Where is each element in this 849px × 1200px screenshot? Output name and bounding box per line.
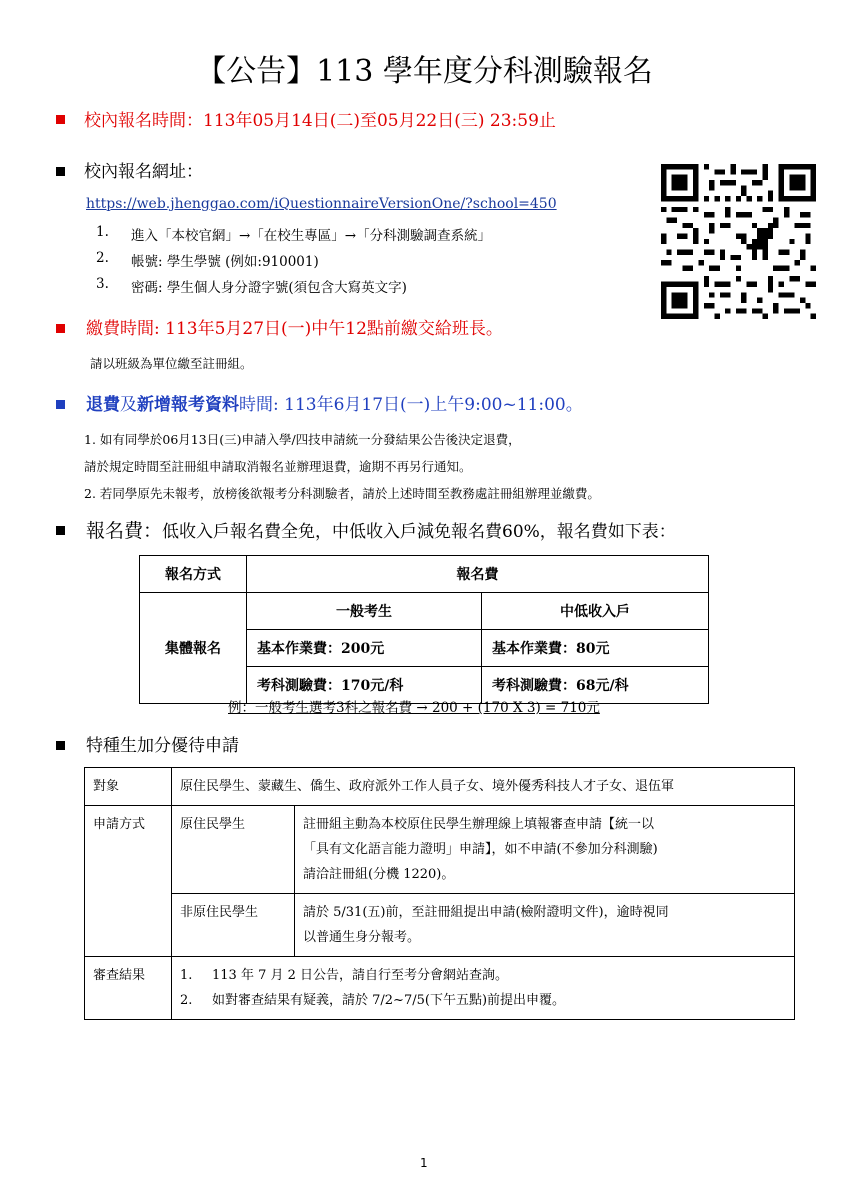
page-number: 1 [420, 1156, 428, 1170]
special-result-body [172, 957, 795, 1020]
special-result-head: 審查結果 [85, 957, 172, 1020]
fee-low-subject: 考科測驗費：68元/科 [482, 667, 709, 704]
desc-line: 請洽註冊組(分機 1220)。 [303, 867, 455, 882]
special-aboriginal-label: 原住民學生 [172, 806, 295, 894]
special-heading: 特種生加分優待申請 [86, 736, 239, 756]
refund-time [86, 390, 583, 415]
fee-header-general: 一般考生 [247, 593, 482, 630]
fee-table [139, 555, 709, 704]
fee-low-basic: 基本作業費：80元 [482, 630, 709, 667]
step-text: 進入「本校官網」→「在校生專區」→「分科測驗調查系統」 [131, 228, 492, 244]
fee-heading [86, 516, 676, 543]
desc-line: 請於 5/31(五)前，至註冊組提出申請(檢附證明文件)，逾時視同 [303, 905, 669, 920]
refund-time-text: 時間: 113年6月17日(一)上午9:00~11:00。 [239, 395, 583, 415]
fee-method-group: 集體報名 [140, 593, 247, 704]
refund-note-line: 2. 若同學原先未報考，放榜後欲報考分科測驗者，請於上述時間至教務處註冊組辦理並繳費。 [84, 486, 600, 501]
special-non-aboriginal-label: 非原住民學生 [172, 894, 295, 957]
fee-example: 例：一般考生選考3科之報名費 → 200 + (170 X 3) = 710元 [228, 700, 600, 716]
fee-label: 報名費： [86, 520, 163, 542]
fee-header-low-income: 中低收入戶 [482, 593, 709, 630]
bullet-icon [56, 324, 65, 333]
add-info-label: 新增報考資料 [137, 395, 239, 415]
desc-line: 以普通生身分報考。 [303, 930, 421, 945]
bullet-icon [56, 741, 65, 750]
payment-time: 繳費時間: 113年5月27日(一)中午12點前繳交給班長。 [86, 319, 503, 339]
step-text: 密碼: 學生個人身分證字號(須包含大寫英文字) [131, 280, 407, 296]
refund-note-line: 1. 如有同學於06月13日(三)申請入學/四技申請統一分發結果公告後決定退費， [84, 432, 521, 447]
bullet-icon [56, 115, 65, 124]
refund-note-line: 請於規定時間至註冊組申請取消報名並辦理退費，逾期不再另行通知。 [84, 459, 472, 474]
special-table [84, 767, 795, 1020]
result-number: 2. [180, 993, 193, 1008]
registration-url-label: 校內報名網址： [84, 162, 203, 182]
page-title: 【公告】113 學年度分科測驗報名 [196, 54, 653, 89]
fee-general-subject: 考科測驗費：170元/科 [247, 667, 482, 704]
bullet-icon [56, 400, 65, 409]
step-number: 2. [96, 250, 109, 266]
bullet-icon [56, 526, 65, 535]
registration-url-link[interactable]: https://web.jhenggao.com/iQuestionnaireVersionOne/?school=450 [86, 196, 557, 212]
result-item [180, 963, 786, 988]
desc-line: 「具有文化語言能力證明」申請】，如不申請(不參加分科測驗) [303, 842, 658, 857]
result-number: 1. [180, 968, 193, 983]
registration-time: 校內報名時間：113年05月14日(二)至05月22日(三) 23:59止 [84, 111, 556, 131]
result-text: 如對審查結果有疑義，請於 7/2~7/5(下午五點)前提出申覆。 [212, 993, 566, 1008]
refund-label-and: 及 [120, 395, 137, 415]
payment-note: 請以班級為單位繳至註冊組。 [90, 356, 253, 371]
step-text: 帳號: 學生學號 (例如:910001) [131, 254, 319, 270]
refund-label: 退費 [86, 395, 120, 415]
desc-line: 註冊組主動為本校原住民學生辦理線上填報審查申請【統一以 [303, 817, 655, 832]
result-item [180, 988, 786, 1013]
step-number: 1. [96, 224, 109, 240]
fee-header-method: 報名方式 [140, 556, 247, 593]
result-text: 113 年 7 月 2 日公告，請自行至考分會網站查詢。 [212, 968, 509, 983]
special-aboriginal-desc [295, 806, 795, 894]
special-target-body: 原住民學生、蒙藏生、僑生、政府派外工作人員子女、境外優秀科技人才子女、退伍軍 [172, 768, 795, 806]
special-method-head: 申請方式 [85, 806, 172, 957]
qr-code-icon [661, 164, 816, 319]
fee-header-fee: 報名費 [247, 556, 709, 593]
special-non-aboriginal-desc [295, 894, 795, 957]
fee-description: 低收入戶報名費全免，中低收入戶減免報名費60%，報名費如下表： [162, 522, 676, 542]
step-number: 3. [96, 276, 109, 292]
special-target-head: 對象 [85, 768, 172, 806]
fee-general-basic: 基本作業費：200元 [247, 630, 482, 667]
bullet-icon [56, 167, 65, 176]
